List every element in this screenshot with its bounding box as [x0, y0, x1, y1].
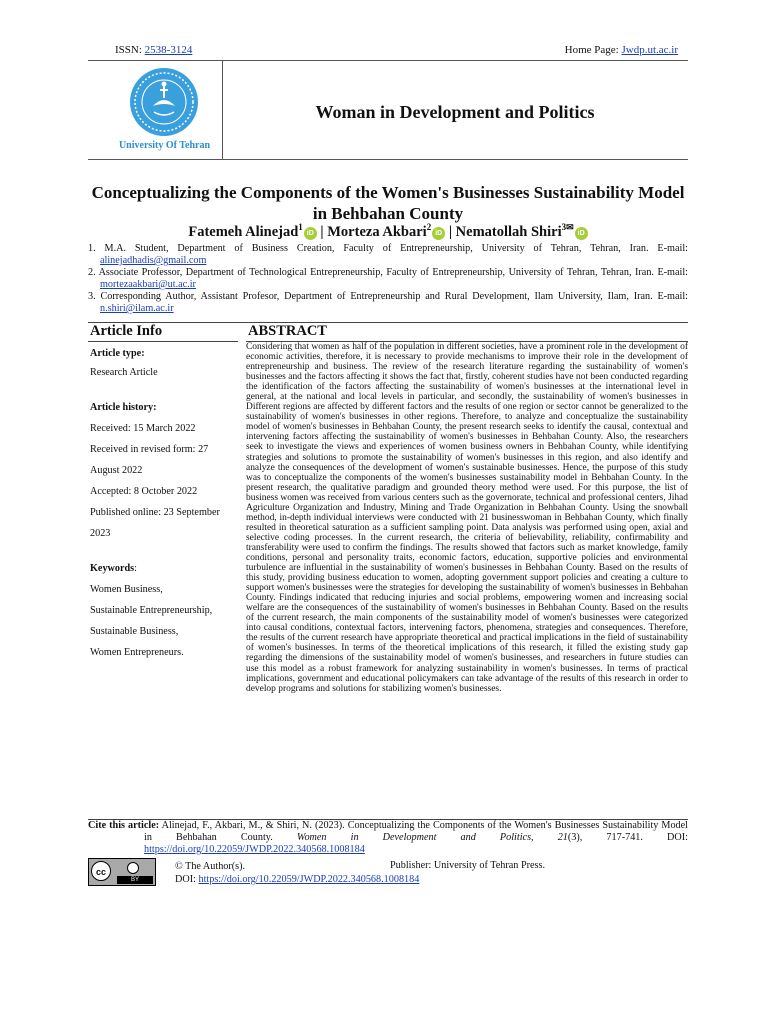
- author-affil-mark: 2: [426, 222, 432, 232]
- cc-by-badge[interactable]: [88, 858, 156, 886]
- university-logo: [120, 66, 208, 138]
- section-top-rule: [88, 322, 688, 323]
- email-link[interactable]: n.shiri@ilam.ac.ir: [100, 303, 174, 314]
- affiliation-item: 2. Associate Professor, Department of Technological Entrepreneurship, Faculty of Entrepreneurship, University of Tehran, Tehran, Iran. E-mail: mortezaakbari@ut.ac.ir: [88, 267, 688, 290]
- published-date-cont: 2023: [90, 528, 111, 539]
- orcid-icon[interactable]: iD: [575, 227, 588, 240]
- email-link[interactable]: mortezaakbari@ut.ac.ir: [100, 279, 196, 290]
- issn-text: ISSN: 2538-3124: [115, 44, 193, 56]
- author-separator: |: [445, 223, 456, 240]
- email-link[interactable]: alinejadhadis@gmail.com: [100, 255, 207, 266]
- attribution-icon: [127, 862, 139, 874]
- affiliations: [88, 243, 688, 315]
- article-history-label: Article history:: [90, 402, 157, 413]
- citation-doi-link[interactable]: https://doi.org/10.22059/JWDP.2022.340568.1008184: [144, 844, 365, 855]
- keyword-item: Sustainable Entrepreneurship,: [90, 605, 213, 616]
- citation-block: Cite this article: Alinejad, F., Akbari, M., & Shiri, N. (2023). Conceptualizing the Components of the Women's Businesses Sustainability Model in Behbahan County. Women in Development and Politics, 21(3), 717-741. DOI: https://doi.org/10.22059/JWDP.2022.340568.1008184: [88, 820, 688, 855]
- home-page-link[interactable]: Jwdp.ut.ac.ir: [621, 44, 678, 56]
- keyword-item: Women Entrepreneurs.: [90, 647, 184, 658]
- author-list: [88, 222, 688, 241]
- revised-date: Received in revised form: 27: [90, 444, 209, 455]
- published-date: Published online: 23 September: [90, 507, 220, 518]
- author-separator: |: [316, 223, 328, 240]
- author-affil-mark: 1: [298, 222, 303, 232]
- author-affil-mark: 3✉: [561, 222, 574, 232]
- article-info: [90, 344, 240, 658]
- orcid-icon[interactable]: iD: [432, 227, 445, 240]
- creative-commons-icon: cc: [91, 861, 111, 881]
- received-date: Received: 15 March 2022: [90, 423, 196, 434]
- issn-link[interactable]: 2538-3124: [144, 44, 193, 56]
- license-text: [175, 860, 419, 886]
- affiliation-item: 1. M.A. Student, Department of Business Creation, Faculty of Entrepreneurship, University of Tehran, Tehran, Iran. E-mail: alinejadhadis@gmail.com: [88, 243, 688, 266]
- keyword-item: Women Business,: [90, 584, 163, 595]
- paper-title: Conceptualizing the Components of the Women's Businesses Sustainability Model in Behbahan County: [91, 183, 685, 223]
- keywords-label: Keywords:: [90, 563, 137, 574]
- article-type-value: Research Article: [90, 367, 158, 378]
- author-name: Nematollah Shiri: [455, 223, 562, 240]
- license-doi-link[interactable]: https://doi.org/10.22059/JWDP.2022.340568.1008184: [198, 874, 420, 885]
- revised-date-cont: August 2022: [90, 465, 143, 476]
- article-info-heading: Article Info: [90, 323, 163, 339]
- university-name: University Of Tehran: [118, 140, 211, 151]
- citation-journal: Women in Development and Politics, 21: [296, 832, 568, 843]
- license-doi: DOI: https://doi.org/10.22059/JWDP.2022.340568.1008184: [175, 874, 420, 885]
- journal-title: Woman in Development and Politics: [315, 102, 595, 122]
- copyright-text: © The Author(s).: [175, 861, 246, 872]
- article-info-rule: [88, 341, 238, 342]
- home-page-text: Home Page: Jwdp.ut.ac.ir: [564, 44, 678, 56]
- accepted-date: Accepted: 8 October 2022: [90, 486, 198, 497]
- citation-label: Cite this article:: [88, 820, 160, 831]
- author-name: Morteza Akbari: [327, 223, 427, 240]
- abstract-body: Considering that women as half of the population in different societies, have a prominent role in the development of economic activities, therefore, it is necessary to provide mechanisms to improve their role in the development of entrepreneurship and business. The review of the research literature regarding the sustainability of women's businesses and the factors affecting it shows the fact that, firstly, coherent studies have not been conducted regarding the identification of the factors affecting the sustainability of women's businesses at the international level in general, at the national and local levels in particular, and secondly, the sustainability of women's businesses in Different regions are affected by different factors and the results of one region or sector cannot be generalized to the sustainability of women's businesses in other regions. Therefore, to analyze and conceptualize the sustainability model of women's businesses in Behbahan County, the present research seeks to identify the causal, contextual and intervening factors affecting the sustainability of women's businesses in Behbahan County. Also, the researchers seek to investigate the views and experiences of women business owners in Behbahan County, while identifying strategies and solutions to promote the sustainability of women's businesses in this region, and also identify and analyze the consequences of the development of women's sustainable businesses. Hence, the purpose of this study was to conceptualize the components of the women's businesses sustainability model in Behbahan County. In the present research, the qualitative paradigm and grounded theory method were used. For this purpose, the list of business women was received from various centers such as the governorate, technical and professional centers, Jihad Agriculture Organization and Industry, Mining and Trade Organization in Behbahan County. Using the snowball method, in-depth individual interviews were conducted with 21 businesswoman in Behbahan County, which finally resulted in theoretical saturation as a sufficient sampling point. Data analysis was performed using open, axial and selective coding processes. In the current research, the criteria of believability, reliability, confirmability and transferability were used to confirm the findings. The results showed that factors such as market knowledge, family conditions, personal and personality traits, economic factors, education, supportive policies and environmental turbulence are influential in the sustainability of women's businesses in Behbahan County. Based on the results of this study, providing business education to women, adopting government support policies and creating a culture to support women's businesses were the strategies for developing the sustainability of women's businesses in Behbahan County. Findings indicated that reducing injuries and social problems, empowering women and increasing social welfare are the consequences of the sustainability of women's businesses in Behbahan County. Based on the results of the current research, the main components of the sustainability model of women's businesses were categorized into causal conditions, contextual factors, intervening factors, phenomena, strategies and consequences. Therefore, the results of the current research have appropriate theoretical and practical implications in the field of sustainability of women's businesses. In terms of the theoretical implications of this research, it filled the existing study gap regarding the dimensions of the sustainability model of women's businesses, and researchers in future studies can use this model as a robust framework for analyzing sustainability in women's businesses. In terms of practical implications, government and educational policymakers can take advantage of the results of this research in order to develop programs and solutions for stabilizing women's businesses.: [246, 342, 688, 694]
- orcid-icon[interactable]: iD: [304, 227, 317, 240]
- header-top-rule: [88, 60, 688, 61]
- abstract-heading: ABSTRACT: [248, 323, 327, 339]
- article-type-label: Article type:: [90, 348, 145, 359]
- publisher-text: Publisher: University of Tehran Press.: [390, 860, 546, 871]
- by-label: BY: [117, 876, 153, 884]
- keyword-item: Sustainable Business,: [90, 626, 179, 637]
- affiliation-item: 3. Corresponding Author, Assistant Profesor, Department of Entrepreneurship and Rural Development, Ilam University, Ilam, Iran. E-mail: n.shiri@ilam.ac.ir: [88, 291, 688, 314]
- author-name: Fatemeh Alinejad: [188, 223, 299, 240]
- header-bottom-rule: [88, 159, 688, 160]
